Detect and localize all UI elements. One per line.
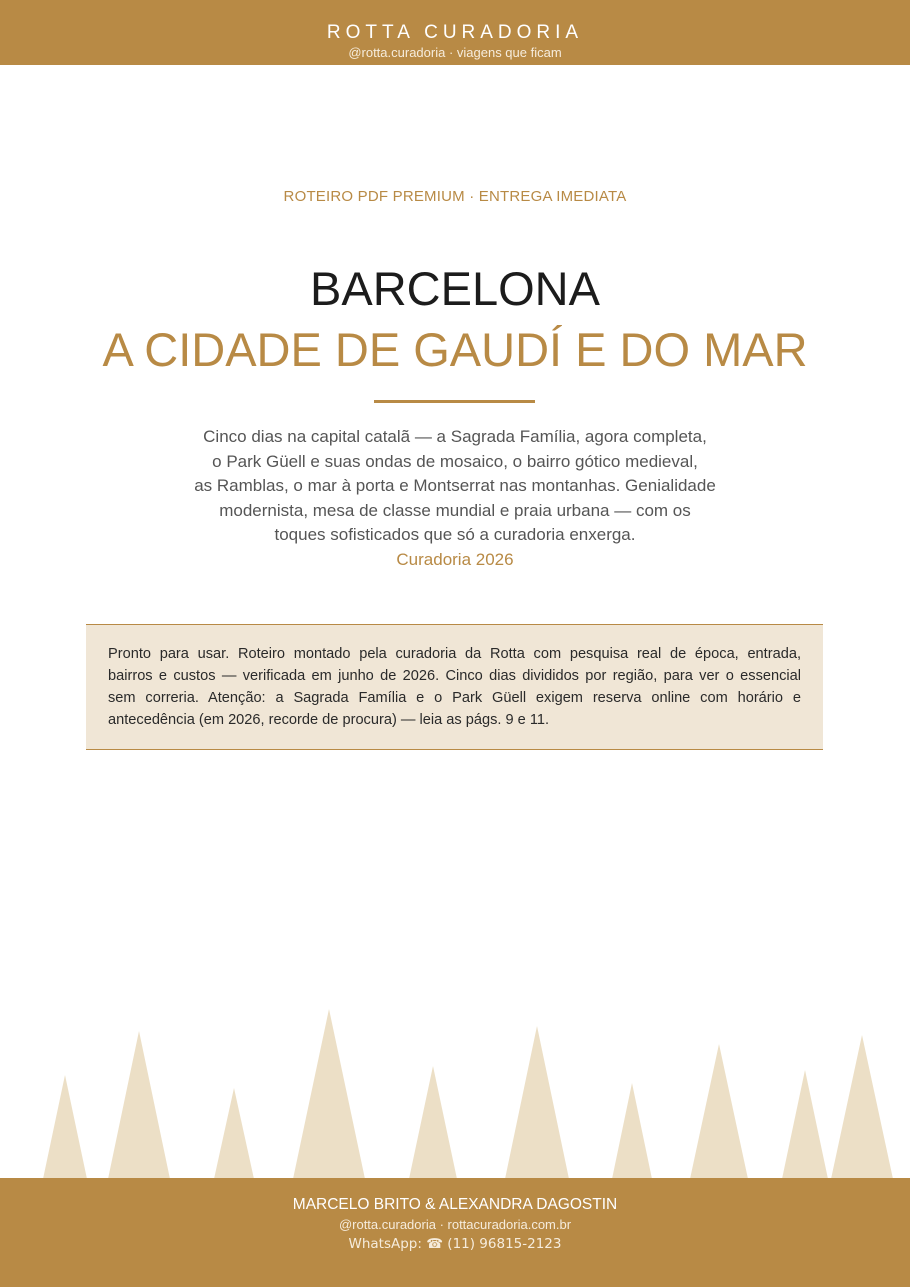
spire-shape <box>108 1031 170 1179</box>
brand-name: ROTTA CURADORIA <box>326 22 584 43</box>
edition-label: Curadoria 2026 <box>396 549 514 569</box>
title-divider <box>374 400 535 403</box>
spire-shape <box>612 1083 652 1179</box>
intro-line: as Ramblas, o mar à porta e Montserrat nas montanhas. Genialidade <box>194 476 716 496</box>
authors-line: MARCELO BRITO & ALEXANDRA DAGOSTIN <box>292 1196 618 1213</box>
cover-kicker: ROTEIRO PDF PREMIUM · ENTREGA IMEDIATA <box>283 188 627 205</box>
notice-line: bairros e custos — verificada em junho de 2026. Cinco dias divididos por região, para ver o essencial <box>108 668 801 684</box>
page-title: BARCELONA <box>310 262 600 315</box>
spire-shape <box>214 1088 254 1179</box>
whatsapp-contact: WhatsApp: ☎ (11) 96815-2123 <box>348 1236 562 1252</box>
decorative-spires <box>0 1000 910 1179</box>
spire-shape <box>43 1075 87 1179</box>
notice-line: sem correria. Atenção: a Sagrada Família e o Park Güell exigem reserva online com horário e <box>108 690 801 706</box>
footer-bar <box>0 1178 910 1287</box>
spire-shape <box>782 1070 828 1179</box>
intro-line: Cinco dias na capital catalã — a Sagrada Família, agora completa, <box>203 427 707 446</box>
top-header-bar <box>0 0 910 65</box>
intro-line: modernista, mesa de classe mundial e praia urbana — com os <box>219 500 691 520</box>
intro-paragraph <box>130 425 780 573</box>
spire-shape <box>505 1026 569 1179</box>
brand-tagline: @rotta.curadoria · viagens que ficam <box>348 45 562 60</box>
notice-line: Pronto para usar. Roteiro montado pela curadoria da Rotta com pesquisa real de época, entrada, <box>108 646 801 662</box>
spire-shape <box>293 1009 365 1179</box>
page-subtitle: A CIDADE DE GAUDÍ E DO MAR <box>102 323 808 376</box>
spire-shape <box>831 1035 893 1179</box>
intro-line: o Park Güell e suas ondas de mosaico, o bairro gótico medieval, <box>212 451 698 471</box>
spire-shape <box>690 1044 748 1179</box>
spire-shape <box>409 1066 457 1179</box>
notice-box <box>86 624 823 750</box>
contact-links: @rotta.curadoria · rottacuradoria.com.br <box>338 1217 572 1232</box>
intro-line: toques sofisticados que só a curadoria enxerga. <box>274 525 636 545</box>
notice-line: antecedência (em 2026, recorde de procura) — leia as págs. 9 e 11. <box>108 712 550 728</box>
